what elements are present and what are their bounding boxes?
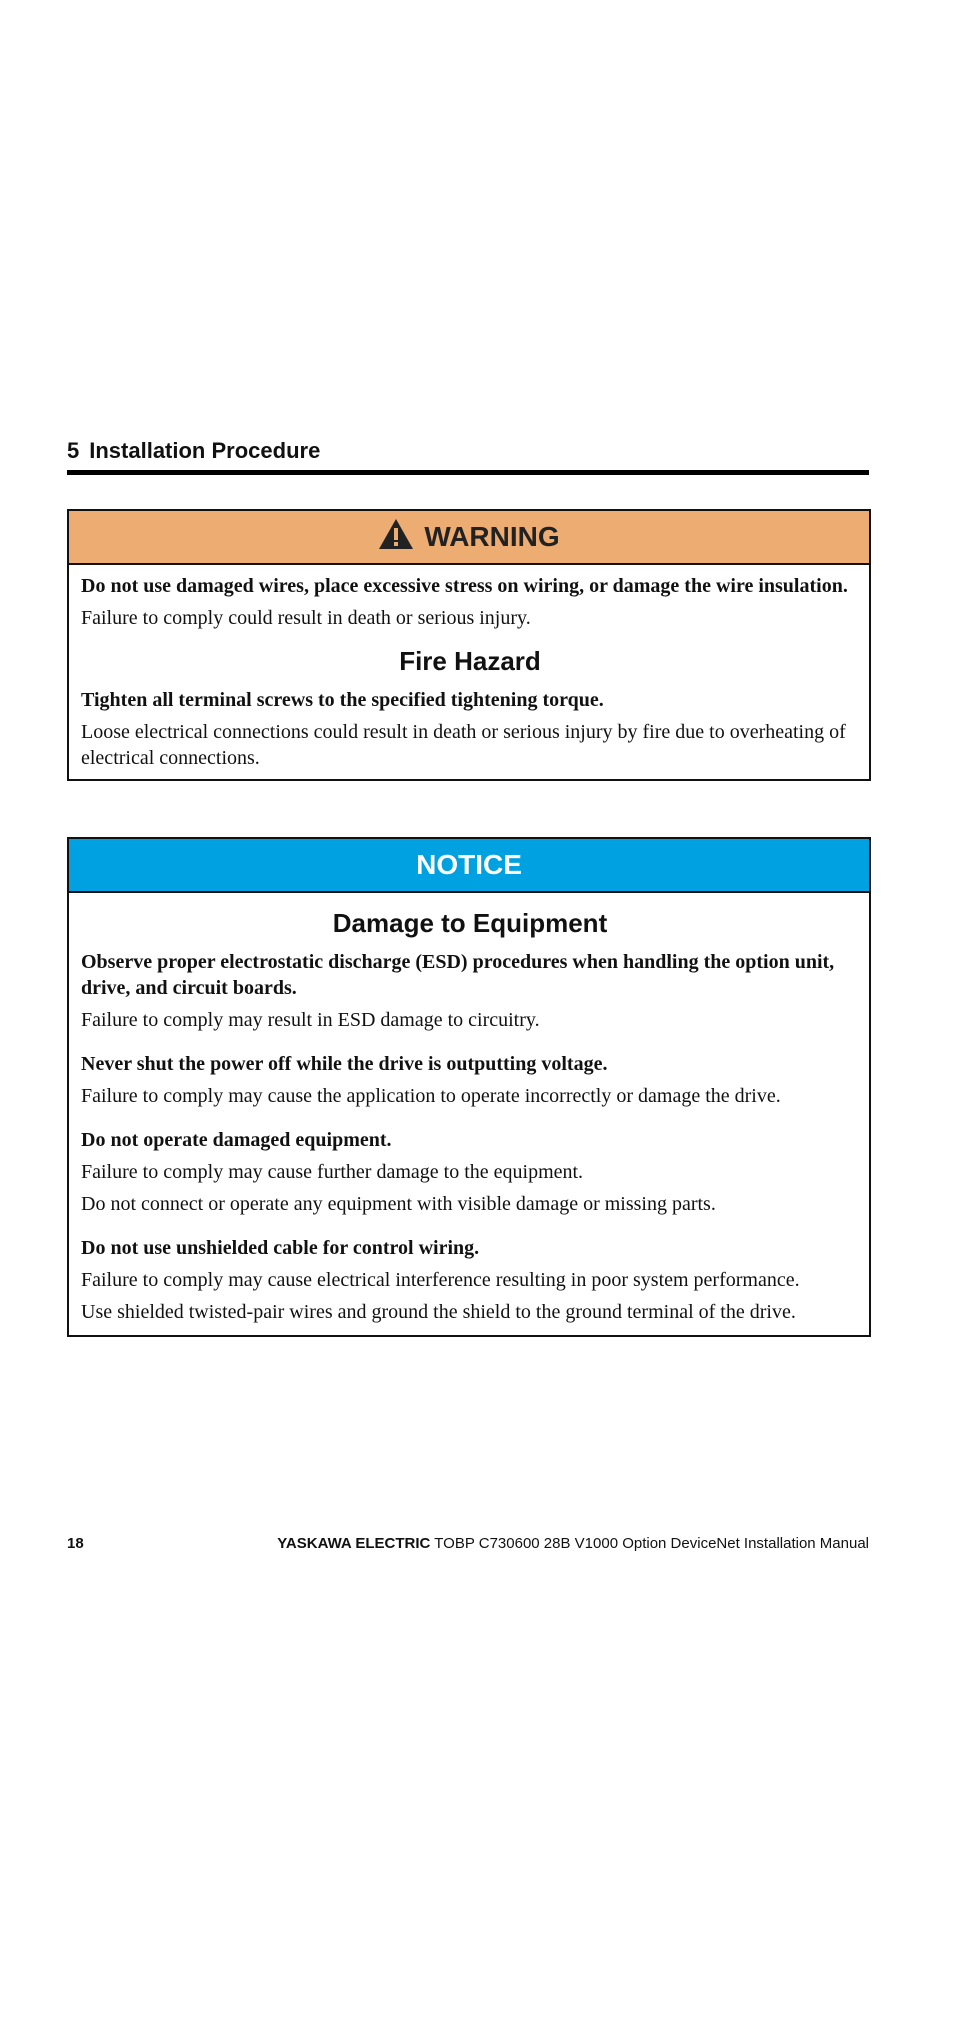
notice-text: Failure to comply may cause the application to operate incorrectly or damage the drive. [81,1085,781,1107]
footer-doc-title: TOBP C730600 28B V1000 Option DeviceNet Installation Manual [434,1535,869,1552]
notice-instruction: Do not operate damaged equipment. [81,1129,392,1151]
notice-item [81,949,859,1033]
warning-triangle-icon [378,518,414,557]
warning-banner [69,511,869,565]
page-number: 18 [67,1535,84,1552]
notice-text: Failure to comply may cause further damage to the equipment. [81,1161,584,1183]
section-title-text: Installation Procedure [89,438,321,463]
notice-subheading: Damage to Equipment [332,908,608,938]
notice-banner [69,839,869,893]
warning-box [67,509,871,781]
section-number: 5 [67,438,80,463]
notice-label: NOTICE [416,849,522,880]
notice-instruction: Observe proper electrostatic discharge (ESD) procedures when handling the option unit, drive, and circuit boards. [81,951,835,999]
notice-item [81,1127,859,1217]
page-footer [67,1534,869,1554]
notice-text: Failure to comply may result in ESD damage to circuitry. [81,1009,540,1031]
section-rule [67,470,869,475]
section-header [67,436,869,475]
warning-body [69,565,869,779]
warning-consequence: Loose electrical connections could result in death or serious injury by fire due to overheating of electrical connections. [81,721,846,769]
notice-body [69,893,869,1335]
warning-intro-instruction: Do not use damaged wires, place excessive stress on wiring, or damage the wire insulation. [81,575,848,597]
notice-text: Do not connect or operate any equipment with visible damage or missing parts. [81,1193,716,1215]
notice-instruction: Never shut the power off while the drive is outputting voltage. [81,1053,608,1075]
notice-text: Use shielded twisted-pair wires and ground the shield to the ground terminal of the drive. [81,1301,796,1323]
warning-subheading: Fire Hazard [399,646,541,676]
notice-box [67,837,871,1337]
notice-instruction: Do not use unshielded cable for control wiring. [81,1237,480,1259]
warning-intro-consequence: Failure to comply could result in death or serious injury. [81,607,531,629]
section-title [67,436,869,466]
footer-brand: YASKAWA ELECTRIC [277,1535,431,1552]
notice-text: Failure to comply may cause electrical interference resulting in poor system performance. [81,1269,800,1291]
warning-label: WARNING [424,521,560,552]
warning-instruction: Tighten all terminal screws to the specified tightening torque. [81,689,604,711]
notice-item [81,1235,859,1325]
notice-item [81,1051,859,1109]
footer-doc-info [277,1534,869,1554]
